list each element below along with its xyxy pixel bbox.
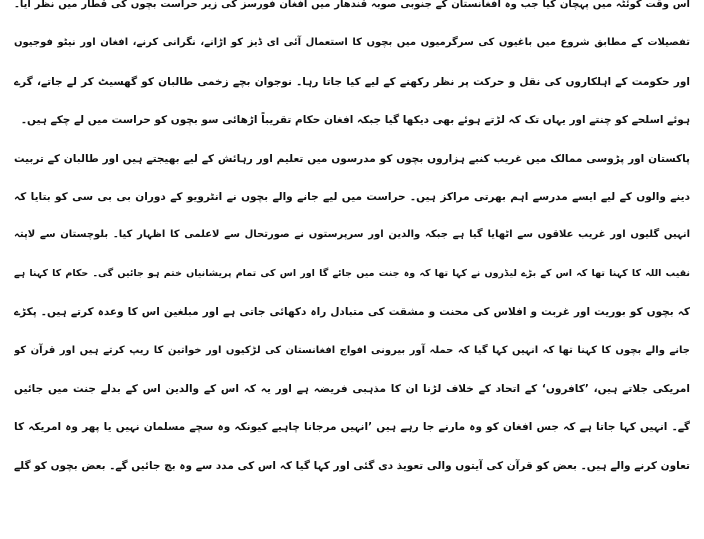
article-line: ہوئے اسلحے کو چنتے اور یہاں تک کہ لڑتے ہوئے بھی دیکھا گیا جبکہ افغان حکام تقریباً اڑھائی سو بچوں کو حراست میں لے چکے ہیں۔ — [20, 114, 690, 127]
article-line: گے۔ انہیں کہا جاتا ہے کہ جس افغان کو وہ مارنے جا رہے ہیں ’انہیں مرجانا چاہیے کیونکہ وہ سچے مسلمان نہیں یا پھر وہ امریکہ کا — [14, 421, 690, 434]
article-line: کہ بچوں کو بوریت اور غربت و افلاس کی محنت و مشقت کی متبادل راہ دکھائی جاتی ہے اور مبلغین اس کا وعدہ کرتے ہیں۔ پکڑے — [14, 306, 690, 319]
article-line: جانے والے بچوں کا کہنا تھا کہ انہیں کہا گیا کہ حملہ آور بیرونی افواج افغانستان کی لڑکیوں اور خواتین کا ریپ کرتے ہیں اور قرآن کو — [14, 344, 690, 356]
article-line: انہیں گلیوں اور غریب علاقوں سے اٹھایا گیا ہے جبکہ والدین اور سرپرستوں نے صورتحال سے لاعلمی کا اظہار کیا۔ بلوچستان سے لاپتہ — [14, 229, 690, 241]
article-line: امریکی جلاتے ہیں، ’کافروں‘ کے اتحاد کے خلاف لڑنا ان کا مذہبی فریضہ ہے اور یہ کہ اس کے والدین اس کے بدلے جنت میں جائیں — [14, 382, 690, 395]
article-line: اس وقت کوئٹہ میں پہچان کیا جب وہ افغانستان کے جنوبی صوبہ قندھار میں افغان فورسز کی زیر حراست بچوں کی قطار میں نظر آیا۔ — [14, 0, 690, 10]
article-line: تعاون کرنے والے ہیں۔ بعض کو قرآن کی آیتوں والی تعویذ دی گئی اور کہا گیا کہ اس کی مدد سے وہ بچ جائیں گے۔ بعض بچوں کو گلے — [14, 459, 690, 472]
article-line: نقیب اللہ کا کہنا تھا کہ اس کے بڑے لیڈروں نے کہا تھا کہ وہ جنت میں جائے گا اور اس کی تمام پریشانیاں ختم ہو جائیں گی۔ حکام کا کہنا ہے — [14, 267, 690, 279]
article-body — [14, 0, 690, 485]
article-line: دینے والوں کے لیے ایسے مدرسے اہم بھرتی مراکز ہیں۔ حراست میں لیے جانے والے بچوں نے انٹرویو کے دوران بی بی سی کو بتایا کہ — [14, 190, 690, 203]
article-line: پاکستان اور پڑوسی ممالک میں غریب کنبے ہزاروں بچوں کو مدرسوں میں تعلیم اور رہائش کے لیے بھیجتے ہیں اور طالبان کے تربیت — [14, 152, 690, 165]
article-line: اور حکومت کے اہلکاروں کی نقل و حرکت پر نظر رکھنے کے لیے کیا جاتا رہا۔ نوجوان بچے زخمی طالبان کو گھسیٹ کر لے جاتے، گرے — [14, 75, 690, 88]
article-line: تفصیلات کے مطابق شروع میں باغیوں کی سرگرمیوں میں بچوں کا استعمال آئی ای ڈیز کو اڑانے، نگرانی کرنے، افغان اور نیٹو فوجیوں — [14, 37, 690, 49]
